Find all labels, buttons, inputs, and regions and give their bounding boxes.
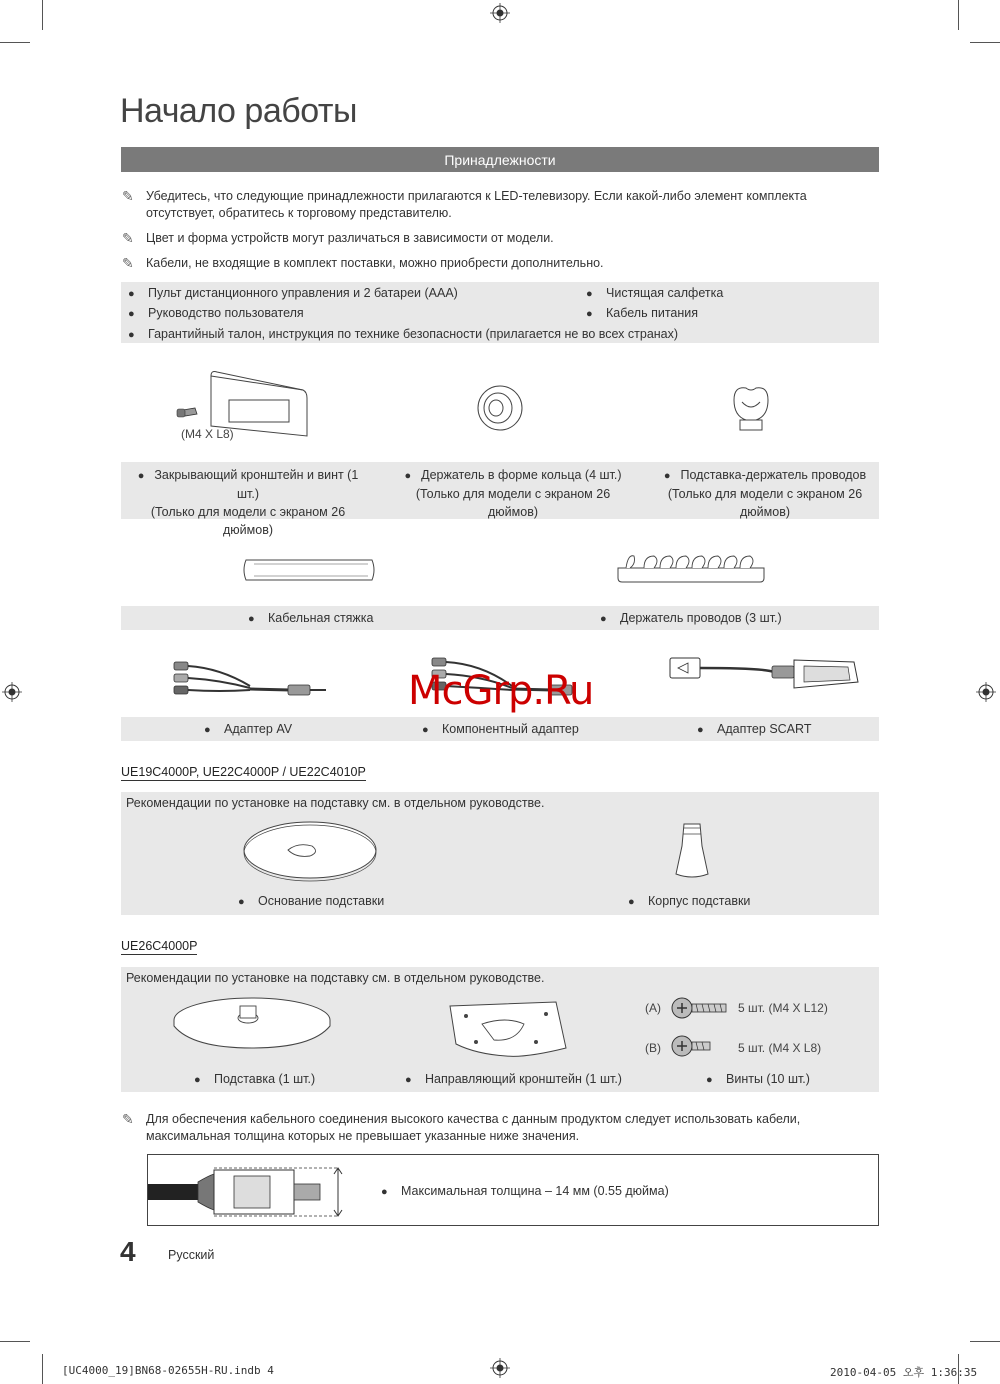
caption: ● Направляющий кронштейн (1 шт.) — [405, 1072, 622, 1086]
registration-mark-icon — [490, 3, 510, 23]
scart-adapter-illustration — [664, 652, 864, 700]
caption: ● Держатель проводов (3 шт.) — [600, 611, 782, 625]
screw-b-label: (B) — [645, 1041, 661, 1055]
crop-mark — [42, 0, 43, 30]
list-item-label: Руководство пользователя — [148, 306, 304, 320]
stand-base-illustration — [240, 818, 380, 882]
screw-b-icon — [670, 1034, 714, 1058]
pencil-icon: ✎ — [122, 230, 134, 246]
caption-note: (Только для модели с экраном 26 дюймов) — [667, 487, 863, 519]
page-number: 4 — [120, 1236, 136, 1267]
crop-mark — [970, 1341, 1000, 1342]
list-item-label: Гарантийный талон, инструкция по технике безопасности (прилагается не во всех странах) — [148, 327, 679, 341]
screw-a-label: (A) — [645, 1001, 661, 1015]
caption: ● Подставка-держатель проводов (Только для модели с экраном 26 дюймов) — [645, 466, 885, 521]
registration-mark-icon — [490, 1358, 510, 1378]
caption-label: Компонентный адаптер — [442, 722, 579, 736]
list-item-label: Кабель питания — [606, 306, 699, 320]
caption-label: Закрывающий кронштейн и винт (1 шт.) — [154, 468, 359, 501]
note — [122, 1111, 801, 1147]
caption: ● Закрывающий кронштейн и винт (1 шт.) (Только для модели с экраном 26 дюймов) — [128, 466, 368, 539]
page-title: Начало работы — [120, 92, 357, 130]
note — [122, 188, 807, 224]
screw-a-icon — [670, 996, 730, 1020]
model-heading: UE26C4000P — [121, 939, 198, 953]
caption: ● Адаптер SCART — [697, 722, 812, 736]
note — [122, 230, 554, 248]
model-heading: UE19C4000P, UE22C4000P / UE22C4010P — [121, 765, 366, 779]
caption-label: Основание подставки — [258, 894, 385, 908]
list-item-label: Чистящая салфетка — [606, 286, 724, 300]
wire-holder-stand-illustration — [728, 382, 774, 434]
section-header: Принадлежности — [121, 147, 879, 172]
caption: ● Основание подставки — [238, 894, 385, 908]
caption-label: Подставка-держатель проводов — [680, 468, 867, 482]
list-item: ● Гарантийный талон, инструкция по технике безопасности (прилагается не во всех странах) — [128, 327, 679, 341]
recommendation-text: Рекомендации по установке на подставку см. в отдельном руководстве. — [126, 796, 545, 810]
stand-illustration — [172, 994, 332, 1054]
screw-b-quantity: 5 шт. (M4 X L8) — [738, 1041, 822, 1055]
list-item-label: Пульт дистанционного управления и 2 батареи (AAA) — [148, 286, 458, 300]
registration-mark-icon — [2, 682, 22, 702]
registration-mark-icon — [976, 682, 996, 702]
crop-mark — [958, 0, 959, 30]
cable-tie-illustration — [240, 556, 378, 586]
caption-label: Корпус подставки — [648, 894, 751, 908]
list-item: ● Кабель питания — [586, 306, 699, 320]
caption-label: Адаптер AV — [224, 722, 293, 736]
caption-label: Адаптер SCART — [717, 722, 812, 736]
note-text: Цвет и форма устройств могут различаться в зависимости от модели. — [146, 231, 554, 245]
crop-mark — [0, 1341, 30, 1342]
caption: ● Адаптер AV — [204, 722, 293, 736]
footer-timestamp: 2010-04-05 오후 1:36:35 — [830, 1366, 978, 1379]
crop-mark — [0, 42, 30, 43]
caption-label: Держатель проводов (3 шт.) — [620, 611, 782, 625]
caption: ● Компонентный адаптер — [422, 722, 579, 736]
screw-a-quantity: 5 шт. (M4 X L12) — [738, 1001, 828, 1015]
stand1-box — [121, 792, 879, 915]
cable-illustration — [148, 1160, 358, 1222]
note-text: Для обеспечения кабельного соединения высокого качества с данным продуктом следует использовать кабели, максимальная толщина которых не превышает указанные ниже значения. — [146, 1112, 801, 1143]
pencil-icon: ✎ — [122, 1111, 134, 1127]
list-item: ● Пульт дистанционного управления и 2 батареи (AAA) — [128, 286, 458, 300]
screw-size-label: (M4 X L8) — [181, 427, 234, 441]
list-item: ● Руководство пользователя — [128, 306, 304, 320]
caption-label: Направляющий кронштейн (1 шт.) — [425, 1072, 622, 1086]
language-label: Русский — [168, 1248, 215, 1262]
cable-thickness-item: ● Максимальная толщина – 14 мм (0.55 дюйма) — [381, 1184, 669, 1198]
wire-holder-illustration — [614, 550, 768, 584]
caption: ● Корпус подставки — [628, 894, 751, 908]
note-text: Кабели, не входящие в комплект поставки, можно приобрести дополнительно. — [146, 256, 604, 270]
note — [122, 255, 604, 273]
av-adapter-illustration — [170, 652, 330, 704]
ring-holder-illustration — [474, 382, 528, 432]
caption: ● Держатель в форме кольца (4 шт.) (Только для модели с экраном 26 дюймов) — [388, 466, 638, 521]
watermark: McGrp.Ru — [408, 668, 594, 714]
pencil-icon: ✎ — [122, 188, 134, 204]
list-item: ● Чистящая салфетка — [586, 286, 724, 300]
guide-bracket-illustration — [446, 998, 572, 1060]
note-text: Убедитесь, что следующие принадлежности прилагаются к LED-телевизору. Если какой-либо элемент комплекта отсутствует, обратитесь к торговому представителю. — [146, 189, 807, 220]
footer-file-name: [UC4000_19]BN68-02655H-RU.indb 4 — [62, 1364, 274, 1377]
crop-mark — [42, 1354, 43, 1384]
caption: ● Винты (10 шт.) — [706, 1072, 810, 1086]
caption-note: (Только для модели с экраном 26 дюймов) — [150, 505, 346, 537]
caption-label: Винты (10 шт.) — [726, 1072, 810, 1086]
recommendation-text: Рекомендации по установке на подставку см. в отдельном руководстве. — [126, 971, 545, 985]
caption-label: Подставка (1 шт.) — [214, 1072, 316, 1086]
caption-label: Держатель в форме кольца (4 шт.) — [421, 468, 622, 482]
caption-label: Кабельная стяжка — [268, 611, 374, 625]
stand-body-illustration — [672, 820, 712, 880]
caption: ● Кабельная стяжка — [248, 611, 374, 625]
pencil-icon: ✎ — [122, 255, 134, 271]
caption: ● Подставка (1 шт.) — [194, 1072, 316, 1086]
cable-thickness-label: Максимальная толщина – 14 мм (0.55 дюйма) — [401, 1184, 669, 1198]
crop-mark — [970, 42, 1000, 43]
caption-note: (Только для модели с экраном 26 дюймов) — [415, 487, 611, 519]
